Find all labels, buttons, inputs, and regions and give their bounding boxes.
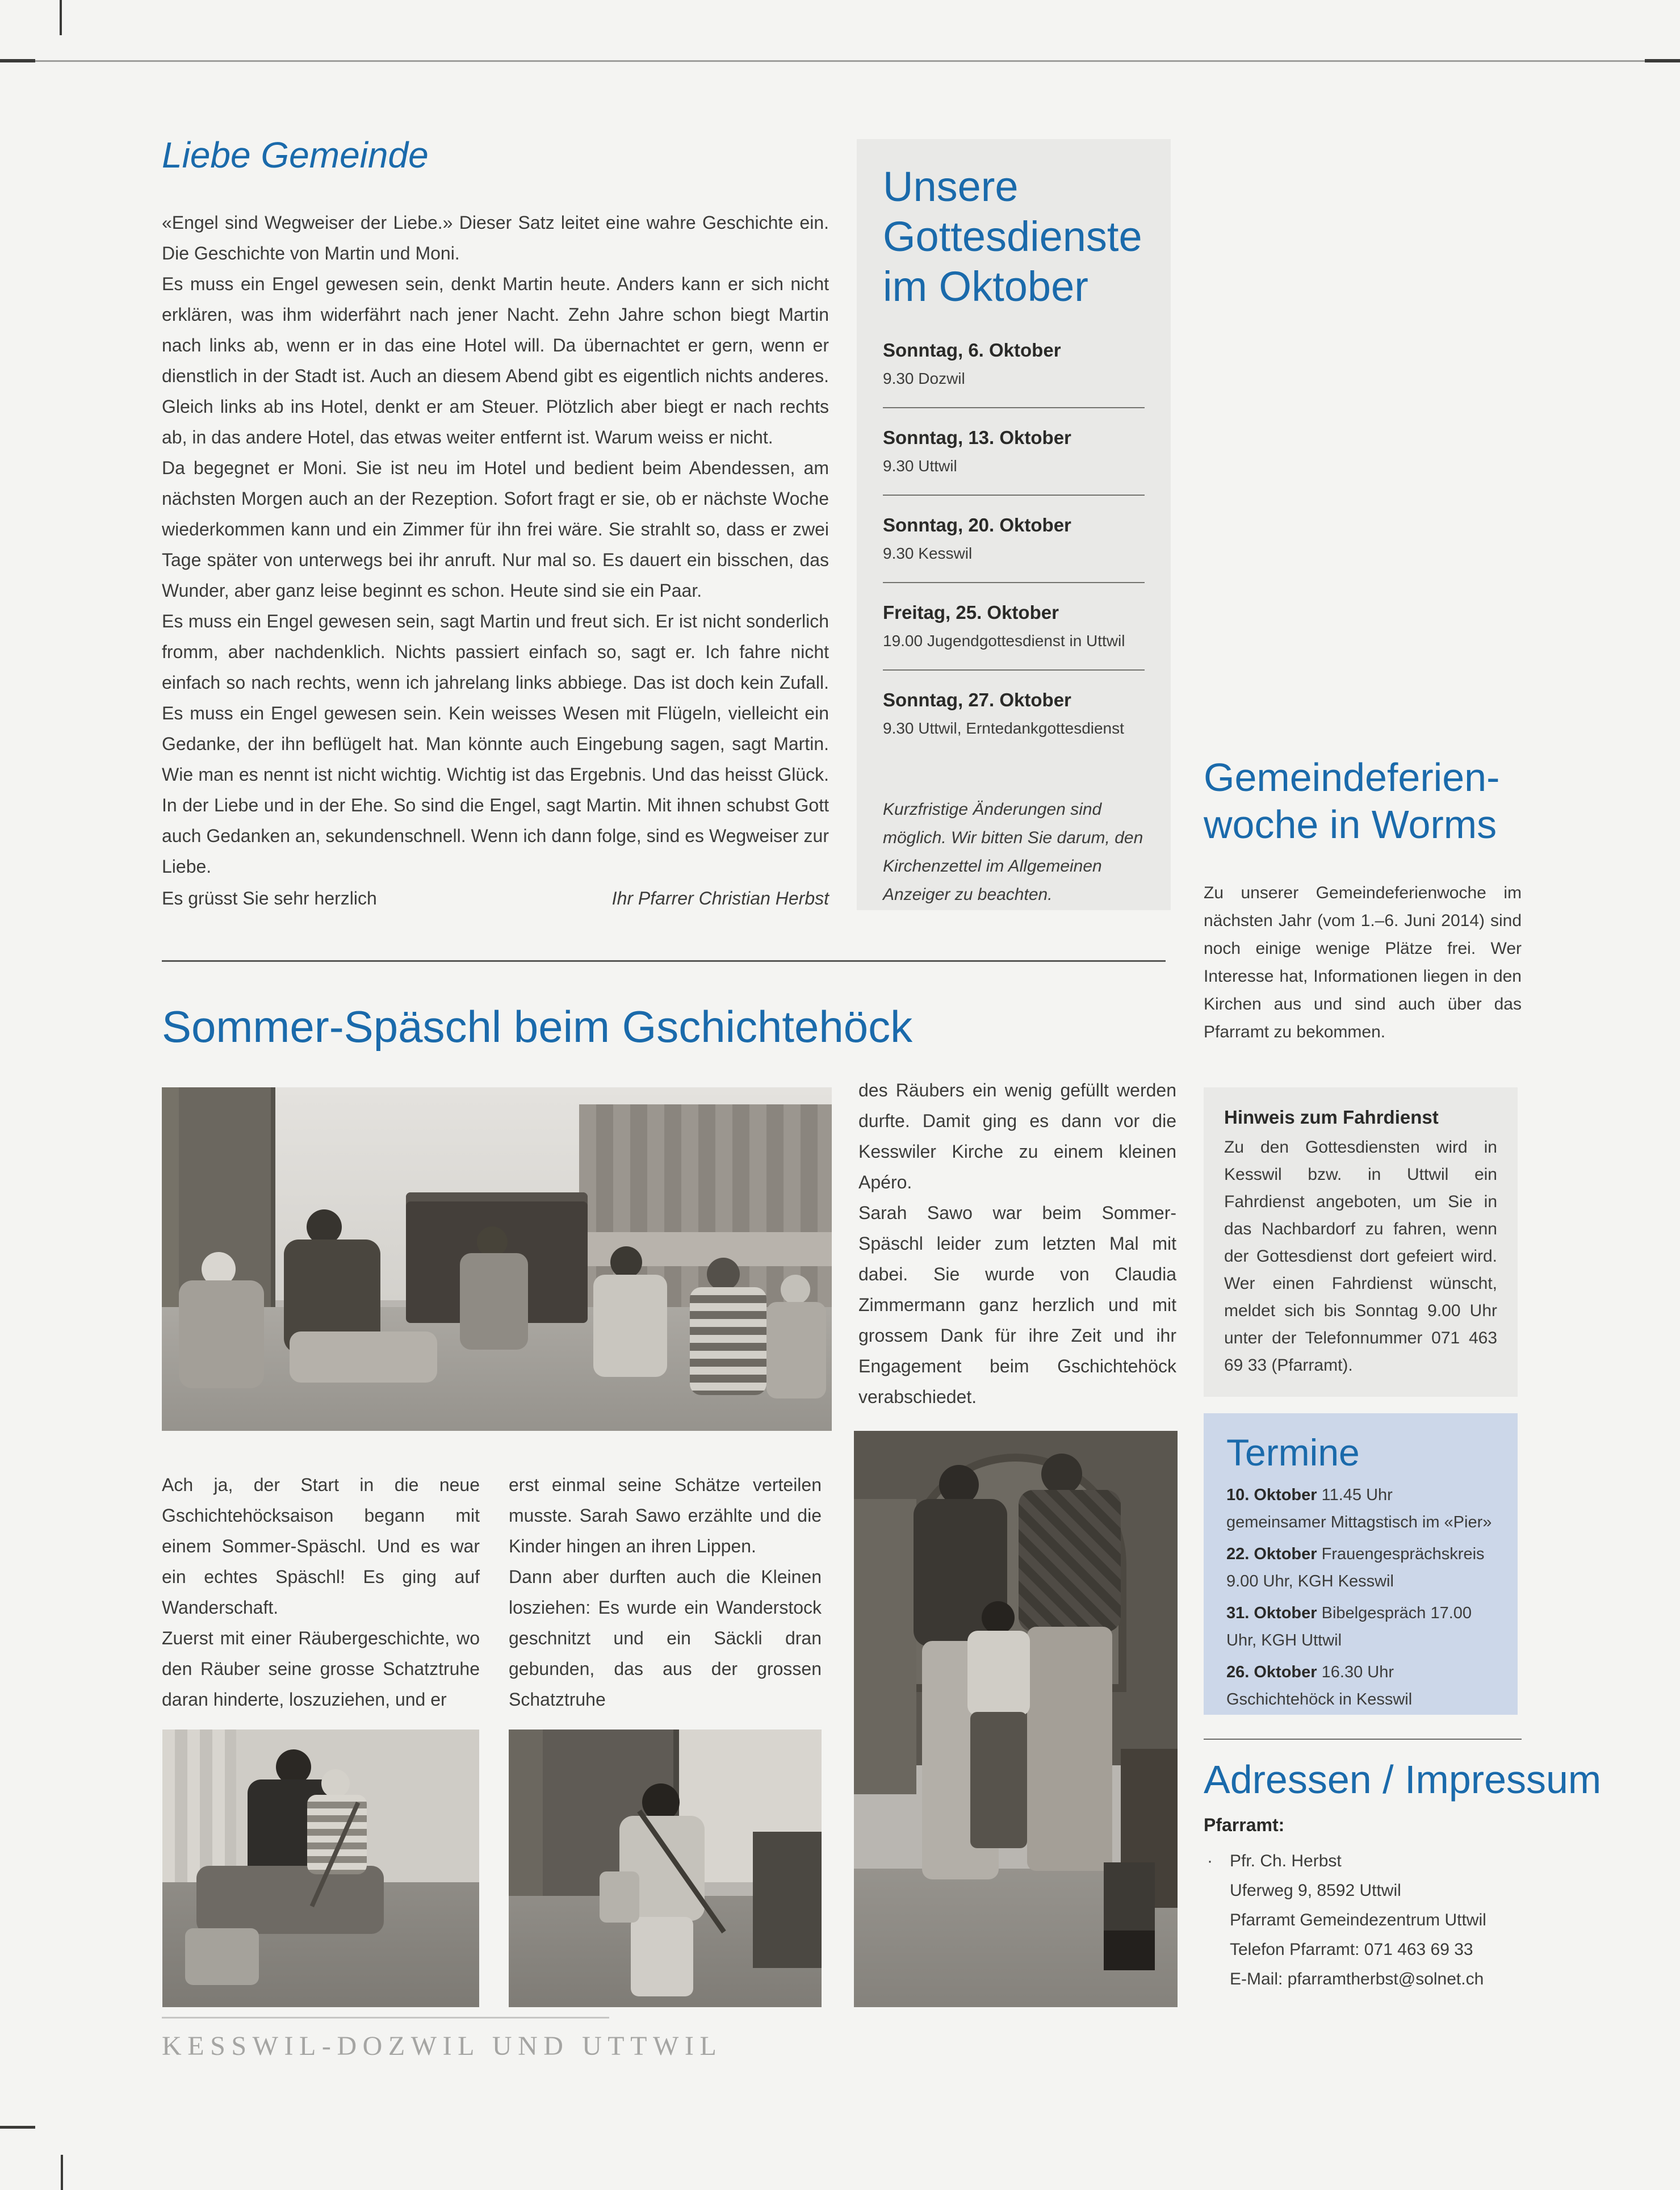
article-title-liebe-gemeinde: Liebe Gemeinde bbox=[162, 135, 429, 175]
service-entry: Sonntag, 13. Oktober 9.30 Uttwil bbox=[883, 427, 1071, 475]
signoff-author: Ihr Pfarrer Christian Herbst bbox=[611, 888, 829, 908]
service-entry: Sonntag, 27. Oktober 9.30 Uttwil, Erntedankgottesdienst bbox=[883, 689, 1124, 737]
adressen-subtitle: Pfarramt: bbox=[1204, 1815, 1285, 1835]
sommer-column-a bbox=[162, 1469, 480, 1715]
photo-gschichtehoeck-group bbox=[162, 1087, 832, 1431]
crop-mark-bottom-left-h bbox=[0, 2126, 35, 2129]
services-note: Kurzfristige Änderungen sind möglich. Wir bitten Sie darum, den Kirchenzettel im Allgemeinen Anzeiger zu beachten. bbox=[883, 800, 1143, 904]
footer-rule bbox=[162, 2017, 609, 2019]
liebe-gemeinde-body bbox=[162, 207, 829, 914]
service-entry: Freitag, 25. Oktober 19.00 Jugendgottesdienst in Uttwil bbox=[883, 602, 1125, 650]
fahrdienst-box bbox=[1204, 1087, 1518, 1397]
crop-mark-bottom-left-v bbox=[61, 2155, 63, 2190]
paragraph: erst einmal seine Schätze verteilen musste. Sarah Sawo erzählte und die Kinder hingen an ihren Lippen. bbox=[509, 1475, 822, 1556]
service-entry: Sonntag, 6. Oktober 9.30 Dozwil bbox=[883, 340, 1061, 387]
signature-row bbox=[162, 883, 829, 914]
paragraph: Sarah Sawo war beim Sommer-Späschl leider zum letzten Mal mit dabei. Sie wurde von Claudia Zimmermann ganz herzlich und mit grossem Dank für ihre Zeit und ihr Engagement beim Gschichtehöck verabschiedet. bbox=[858, 1203, 1176, 1407]
paragraph: Es muss ein Engel gewesen sein, sagt Martin und freut sich. Er ist nicht sonderlich fromm, aber nachdenklich. Nichts passiert einfach so, sagt er. Ich fahre nicht einfach so nach rechts, wenn ich jahrelang links abbiege. Das ist doch kein Zufall. Es muss ein Engel gewesen sein. Kein weisses Wesen mit Flügeln, vielleicht ein Gedanke, der ihn beflügelt hat. Man könnte auch Eingebung sagen, sagt Martin. Wie man es nennt ist nicht wichtig. Wichtig ist das Ergebnis. Und das heisst Glück. In der Liebe und in der Ehe. So sind die Engel, sagt Martin. Mit ihnen schubst Gott auch Gedanken an, sekundenschnell. Wenn ich dann folge, sind es Wegweiser zur Liebe. bbox=[162, 611, 829, 877]
paragraph: «Engel sind Wegweiser der Liebe.» Dieser Satz leitet eine wahre Geschichte ein. Die Geschichte von Martin und Moni. bbox=[162, 212, 829, 263]
article-title-ferienwoche: Gemeindeferien- woche in Worms bbox=[1204, 755, 1500, 847]
termin-entry: 31. Oktober Bibelgespräch 17.00 Uhr, KGH Uttwil bbox=[1226, 1604, 1472, 1649]
crop-mark-top-right-h bbox=[1645, 59, 1680, 62]
termin-entry: 10. Oktober 11.45 Uhr gemeinsamer Mittagstisch im «Pier» bbox=[1226, 1486, 1492, 1531]
separator bbox=[883, 669, 1145, 671]
address-entry: · Pfr. Ch. Herbst bbox=[1204, 1846, 1522, 1876]
email-address: E-Mail: pfarramtherbst@solnet.ch bbox=[1230, 1970, 1484, 1988]
service-entry: Sonntag, 20. Oktober 9.30 Kesswil bbox=[883, 514, 1071, 562]
paragraph: Es muss ein Engel gewesen sein, denkt Martin heute. Anders kann er sich nicht erklären, was ihm widerfährt nach jener Nacht. Zehn Jahre schon biegt Martin nach links ab, wenn er in das eine Hotel will. Da übernachtet er gern, wenn er dienstlich in der Stadt ist. Auch an diesem Abend gibt es eigentlich nichts anderes. Gleich links ab ins Hotel, denkt er am Steuer. Plötzlich aber biegt er nach rechts ab, in das andere Hotel, das etwas weiter entfernt ist. Warum weiss er nicht. bbox=[162, 274, 829, 447]
services-title: Unsere Gottesdienste im Oktober bbox=[883, 163, 1142, 310]
termine-title: Termine bbox=[1226, 1431, 1360, 1473]
fahrdienst-body: Zu den Gottesdiensten wird in Kesswil bzw. in Uttwil ein Fahrdienst angeboten, um Sie in das Nachbardorf zu fahren, wenn der Gottesdienst dort gefeiert wird. Wer einen Fahrdienst wünscht, meldet sich bis Sonntag 9.00 Uhr unter der Telefonnummer 071 463 69 33 (Pfarramt). bbox=[1224, 1138, 1497, 1375]
paragraph: des Räubers ein wenig gefüllt werden durfte. Damit ging es dann vor die Kesswiler Kirche zu einem kleinen Apéro. bbox=[858, 1080, 1176, 1192]
sommer-column-right bbox=[858, 1075, 1176, 1412]
paragraph: Zuerst mit einer Räubergeschichte, wo den Räuber seine grosse Schatztruhe daran hinderte, loszuziehen, und er bbox=[162, 1628, 480, 1710]
top-rule bbox=[0, 60, 1680, 62]
adressen-list: · Pfr. Ch. Herbst Uferweg 9, 8592 Uttwil Pfarramt Gemeindezentrum Uttwil Telefon Pfarramt: 071 463 69 33 E-Mail: pfarramtherbst@solnet.ch bbox=[1204, 1846, 1522, 1994]
ferienwoche-body: Zu unserer Gemeindeferienwoche im nächsten Jahr (vom 1.–6. Juni 2014) sind noch einige wenige Plätze frei. Wer Interesse hat, Informationen liegen in den Kirchen aus und sind auch über das Pfarramt zu bekommen. bbox=[1204, 883, 1522, 1041]
paragraph: Ach ja, der Start in die neue Gschichtehöcksaison begann mit einem Sommer-Späschl. Und es war ein echtes Späschl! Es ging auf Wanderschaft. bbox=[162, 1475, 480, 1618]
paragraph: Dann aber durften auch die Kleinen losziehen: Es wurde ein Wanderstock geschnitzt und ein Säckli dran gebunden, das aus der grossen Schatztruhe bbox=[509, 1567, 822, 1710]
adressen-divider bbox=[1204, 1739, 1522, 1740]
separator bbox=[883, 407, 1145, 408]
sommer-column-b bbox=[509, 1469, 822, 1715]
signoff-greeting: Es grüsst Sie sehr herzlich bbox=[162, 888, 377, 908]
section-divider bbox=[162, 960, 1166, 962]
fahrdienst-title: Hinweis zum Fahrdienst bbox=[1224, 1107, 1439, 1128]
crop-mark-top-left-h bbox=[0, 59, 35, 62]
bullet: · bbox=[1207, 1852, 1213, 1870]
photo-farewell bbox=[854, 1431, 1178, 2007]
services-box bbox=[857, 139, 1171, 910]
paragraph: Da begegnet er Moni. Sie ist neu im Hotel und bedient beim Abendessen, am nächsten Morgen auch an der Rezeption. Sofort fragt er sie, ob er nächste Woche wiederkommen kann und ein Zimmer für ihn frei wäre. Sie strahlt so, dass er zwei Tage später von unterwegs bei ihr anruft. Nur mal so. Es dauert ein bisschen, das Wunder, aber ganz leise beginnt es schon. Heute sind sie ein Paar. bbox=[162, 458, 829, 601]
termin-entry: 26. Oktober 16.30 Uhr Gschichtehöck in Kesswil bbox=[1226, 1663, 1413, 1709]
photo-carving bbox=[162, 1730, 479, 2007]
footer-parish-name: KESSWIL-DOZWIL UND UTTWIL bbox=[162, 2031, 723, 2061]
services-list bbox=[883, 338, 1145, 741]
crop-mark-top-left-v bbox=[60, 0, 62, 35]
adressen-title: Adressen / Impressum bbox=[1204, 1757, 1602, 1802]
termin-entry: 22. Oktober Frauengesprächskreis 9.00 Uhr, KGH Kesswil bbox=[1226, 1545, 1485, 1590]
termine-box bbox=[1204, 1413, 1518, 1715]
article-title-sommer-spaeschl: Sommer-Späschl beim Gschichtehöck bbox=[162, 1002, 913, 1052]
separator bbox=[883, 495, 1145, 496]
photo-child-with-stick bbox=[509, 1730, 822, 2007]
separator bbox=[883, 582, 1145, 583]
